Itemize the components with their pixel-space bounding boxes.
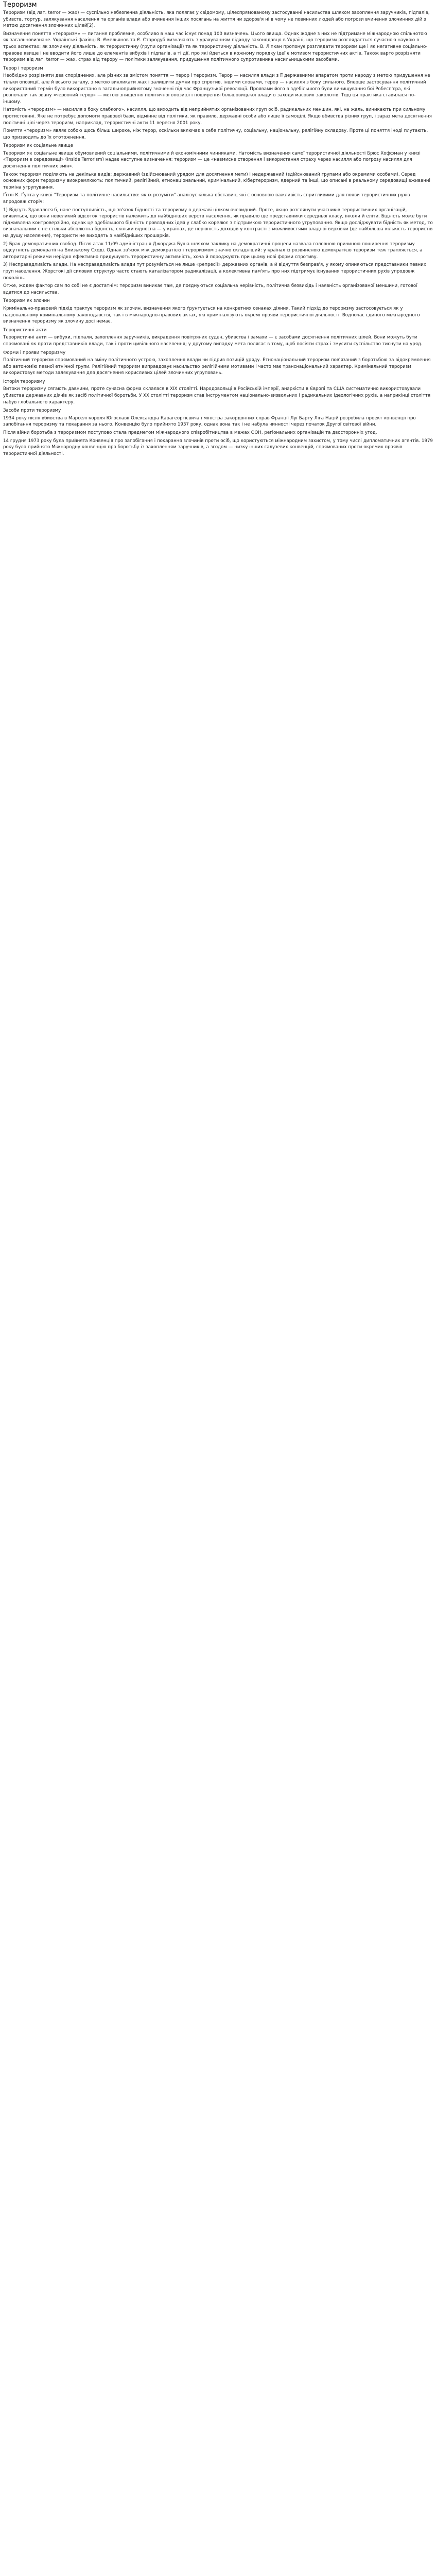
paragraph: 1) Відсуть Здавалося б, наче поступливість, що зв'язок бідності та тероризму в державі цілком очевидний. Проте, якщо розглянути учасників терористичних організацій, виявиться, що вони невеликий відсоток терористів належить до найбідніших верств населення, як правило ще представники середньої класу, інколи й еліти. Бідність може бути підживлена контроверзійно, однак це здебільшого бідність провладних ідей у слабко корелює з підтримкою терористичного угруповання. Якщо досліджувати бідність як метод, то визначальним є не стільки абсолютна бідність, скільки відносна — у країнах, де нерівність доходів у контрасті з можливостями владної верхівки (де найбільша кількість терористів на душу населення), терористи не виходять з найбідніших прошарків.	[3, 207, 433, 239]
paragraph: Необхідно розрізняти два споріднених, але різних за змістом поняття — терор і тероризм. Терор — насилля влади з її державними апаратом проти народу з метою придушення не тільки опозиції, але й всього загалу, з метою викликати жах і залишити думки про спротив, іншими словами, терор — насилля з боку сильного. Вперше застосування політичний використаний термін було використано в загальноприйнятому значенні під час Французької революції. Проявами його в здебільшого були винищування бої Робесп'єра, які розпочали так звану «червоний терор» — метою знищення політичної опозиції і поширення більшовицької влади в заходи масових заколотів. Тоді ця практика ставилася по-іншому.	[3, 73, 430, 105]
paragraph: 14 грудня 1973 року була прийнята Конвенція про запобігання і покарання злочинів проти осіб, що користуються міжнародним захистом, у тому числі дипломатичних агентів. 1979 року було прийнято Міжнародну конвенцію про боротьбу із захопленням заручників, а згодом — низку інших галузевих конвенцій, спрямованих проти окремих проявів терористичної діяльності.	[3, 438, 433, 456]
article	[0, 0, 436, 464]
article-section	[3, 65, 433, 141]
paragraph: Натомість «тероризм» — насилля з боку слабкого», насилля, що виходить від неприйнятих організованих груп осіб, радикальних меншин, які, на жаль, виникають при сильному протистоянні. Яке не потребує допомоги правової бази, відмінне від політики, як правило, державні особи або лише її самоцілі. Якщо вбивства різних груп, і зараз мета досягнення політичні цілі через тероризм, наприклад, терористичні акти 11 вересня 2001 року.	[3, 107, 432, 126]
paragraph: Після війни боротьба з тероризмом поступово стала предметом міжнародного співробітництва в межах ООН, регіональних організацій та двосторонніх угод.	[3, 430, 377, 436]
article-section	[3, 350, 433, 377]
section-heading: Форми і прояви тероризму	[3, 350, 66, 355]
paragraph: 3) Несправедливість влади. На несправедливість влади тут розуміється не лише «репресії» державних органів, а й відчуття безправ'я, у якому опиняються представники певних груп населення. Жорстокі дії силових структур часто стають каталізатором радикалізації, а колективна пам'ять про них підтримує існування терористичних рухів упродовж поколінь.	[3, 262, 426, 281]
article-section	[3, 10, 433, 63]
article-section	[3, 327, 433, 348]
section-heading: Тероризм як злочин	[3, 298, 50, 304]
paragraph: 2) Брак демократичних свобод. Після атак 11/09 адміністрація Джорджа Буша шляхом заклику на демократичні процеси назвала головною причиною поширення тероризму відсутність демократії на Близькому Сході. Однак зв'язок між демократією і тероризмом значно складніший: у країнах із розвиненою демократією тероризм теж трапляється, а авторитарні режими нерідко ефективно придушують терористичну активність, хоча й породжують при цьому нові форми спротиву.	[3, 241, 423, 260]
paragraph: Визначення поняття «тероризм» — питання проблемне, особливо в наш час існує понад 100 визначень. Цього явища. Однак жодне з них не підтримане міжнародною спільнотою як загальновизнане. Українські фахівці В. Ємельянов та Є. Стародуб визначають з урахуванням підходу законодавця в Україні, що тероризм розглядається сучасною наукою в трьох аспектах: як злочинну діяльність, як терористичну (групи організації) та як терористичну діяльність. В. Ліпкан пропонує розглядати тероризм ще і як негативне соціально-правове явище і не вводити його лише до елементів вибухів і підпалів, а ті дії, про які йдеться в кожному порядку ідеї є мотивом терористичних актів. Також варто розрізняти тероризм від лат. terror — жах, страх від терору — політики залякування, придушення політичного супротивника насильницькими засобами.	[3, 31, 428, 63]
paragraph: Витоки тероризму сягають давнини, проте сучасна форма склалася в XIX столітті. Народовольці в Російській імперії, анархісти в Європі та США систематично використовували убивства державних діячів як засіб політичної боротьби. У XX столітті тероризм став інструментом національно-визвольних і радикальних ідеологічних рухів, а наприкінці століття набув глобального характеру.	[3, 386, 431, 405]
article-section	[3, 207, 433, 296]
page-title: Тероризм	[3, 1, 37, 9]
paragraph: Терористичні акти — вибухи, підпали, захоплення заручників, викрадення повітряних суден, убивства і замахи — є засобами досягнення політичних цілей. Вони можуть бути спрямовані як проти представників влади, так і проти цивільного населення; у другому випадку мета полягає в тому, щоб посіяти страх і змусити суспільство тиснути на уряд.	[3, 335, 423, 347]
article-section	[3, 143, 433, 191]
section-heading: Терористичні акти	[3, 327, 47, 333]
paragraph: Також тероризм поділяють на декілька видів: державний (здійснюваний урядом для досягнення мети) і недержавний (здійснюваний групами або окремими особами). Серед основних форм тероризму виокремлюють: політичний, релігійний, етнонаціональний, кримінальний, кібертероризм, ядерний та інші, що описані в реальному середовищі вживанні терміна угрупування.	[3, 172, 430, 190]
paragraph: Політичний тероризм спрямований на зміну політичного устрою, захоплення влади чи підрив позицій уряду. Етнонаціональний тероризм пов'язаний з боротьбою за відокремлення або автономію певної етнічної групи. Релігійний тероризм виправдовує насильство релігійними мотивами і часто має транснаціональний характер. Кримінальний тероризм використовує методи залякування для досягнення корисливих цілей злочинних угруповань.	[3, 358, 431, 376]
paragraph: Тероризм як соціальне явище обумовлений соціальними, політичними й економічними чинниками. Натомість визначення самої терористичної діяльності Брюс Хоффман у книзі «Тероризм в середовищі» (Inside Terrorism) надає наступне визначення: тероризм — це «навмисне створення і використання страху через насилля або погрозу насилля для досягнення політичних змін».	[3, 150, 421, 170]
article-section	[3, 408, 433, 457]
paragraph: Ґітлі К. Ґупта у книзі "Тероризм та політичне насильство: як їх розуміти" аналізує кілька обставин, які є основною важливість спритливими для появи терористичних рухів впродовж сторіч:	[3, 193, 410, 205]
paragraph: Кримінально-правовий підхід трактує тероризм як злочин, визначення якого ґрунтується на конкретних ознаках діяння. Такий підхід до тероризму застосовується як у національному кримінальному законодавстві, так і в міжнародно-правових актах, які криміналізують окремі прояви терористичної діяльності. Водночас єдиного міжнародного визначення тероризму як злочину досі немає.	[3, 306, 420, 325]
article-body	[3, 10, 433, 457]
article-section	[3, 379, 433, 405]
section-heading: Історія тероризму	[3, 379, 45, 384]
article-section	[3, 298, 433, 325]
section-heading: Терор і тероризм	[3, 65, 43, 71]
section-heading: Тероризм як соціальне явище	[3, 143, 74, 149]
article-section	[3, 192, 433, 205]
paragraph: Поняття «тероризм» являє собою щось більш широке, ніж терор, оскільки включає в себе політичну, соціальну, національну, релігійну складову. Проте ці поняття іноді плутають, що призводить до їх ототожнення.	[3, 128, 428, 140]
paragraph: 1934 року після вбивства в Марселі короля Югославії Олександра Карагеоргієвича і міністра закордонних справ Франції Луї Барту Ліга Націй розробила проект конвенції про запобігання тероризму та покарання за нього. Конвенцію було прийнято 1937 року, однак вона так і не набула чинності через початок Другої світової війни.	[3, 415, 416, 428]
section-heading: Засоби проти тероризму	[3, 408, 61, 414]
paragraph: Отже, жоден фактор сам по собі не є достатнім: тероризм виникає там, де поєднуються соціальна нерівність, політична безвихідь і наявність організованої меншини, готової вдатися до насильства.	[3, 283, 417, 295]
paragraph: Тероризм (від лат. terror — жах) — суспільно небезпечна діяльність, яка полягає у свідомому, цілеспрямованому застосуванні насильства шляхом захоплення заручників, підпалів, убивств, тортур, залякування населення та органів влади або вчинення інших посягань на життя чи здоров'я ні в чому не повинних людей або погрози вчинення злочинних дій з метою досягнення злочинних цілей[2].	[3, 10, 430, 29]
